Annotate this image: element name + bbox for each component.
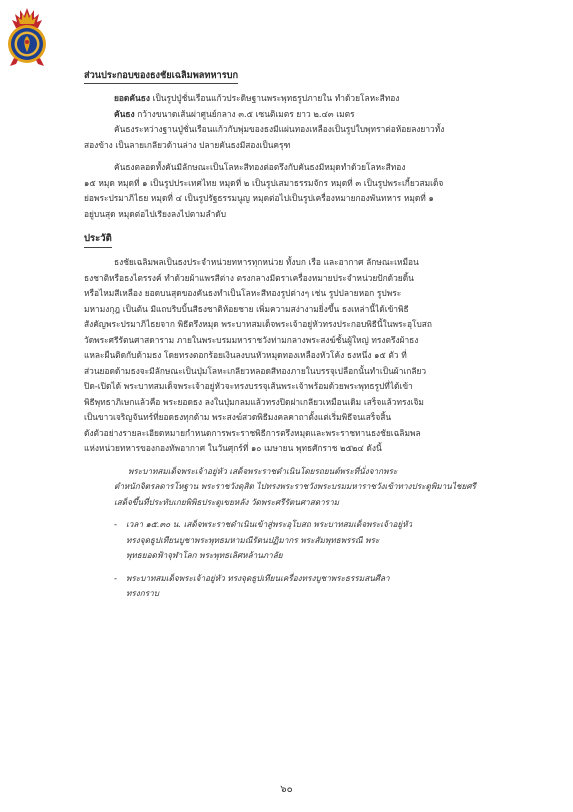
page-number: ๖๐ bbox=[280, 784, 293, 795]
pole-text: กว้างขนาดเส้นผ่าศูนย์กลาง ๓.๕ เซนติเมตร ยาว ๒.๔๓ เมตร bbox=[137, 108, 355, 119]
pole-description bbox=[84, 107, 494, 123]
text-line: แห่งหน่วยทหารของกองทัพอากาศ ในวันศุกร์ที่ ๑๐ เมษายน พุทธศักราช ๒๕๒๔ ดังนี้ bbox=[84, 443, 382, 453]
finial-text: เป็นรูปปู่ชั่นเรือนแก้วประดิษฐานพระพุทธรูปภายใน ทำด้วยโลหะสีทอง bbox=[152, 93, 400, 103]
text-line: อยู่บนสุด หมุดต่อไปเรียงลงไปตามลำดับ bbox=[84, 208, 227, 219]
text-line: สองข้าง เป็นลายเกลียวด้านล่าง ปลายคันธงมีสองเป็นครุฑ bbox=[84, 139, 291, 150]
paragraph-pole-ornament bbox=[84, 122, 494, 153]
paragraph-pole-nails bbox=[84, 160, 494, 222]
bullet-line: ทรงกราบ bbox=[126, 588, 159, 598]
section-title: ส่วนประกอบของธงชัยเฉลิมพลทหารบก bbox=[84, 70, 494, 84]
bullet-item bbox=[114, 517, 494, 564]
bullet-line: พุทธยอดฟ้าจุฬาโลก พระพุทธเลิศหล้านภาลัย bbox=[126, 550, 283, 560]
text-line: เป็นขาวเจริญจันทร์ที่ยอดธงทุกด้าม พระสงฆ์สวดพิธีมงคลคาถาตั้งแต่เริ่มพิธีจนเสร็จสิ้น bbox=[84, 412, 392, 422]
text-line: ธงชาติหรือธงไตรรงค์ ทำด้วยผ้าแพรสีต่าง ตรงกลางมีตราเครื่องหมายประจำหน่วยปักด้วยดิ้น bbox=[84, 272, 414, 283]
text-line: ปิด-เปิดได้ พระบาทสมเด็จพระเจ้าอยู่หัวจะทรงบรรจุเส้นพระเจ้าพร้อมด้วยพระพุทธรูปที่ได้เข้า bbox=[84, 381, 413, 391]
quote-line: พระบาทสมเด็จพระเจ้าอยู่หัว เสด็จพระราชดำเนินโดยรถยนต์พระที่นั่งจากพระ bbox=[128, 465, 398, 476]
text-line: สังคัญพระปรมาภิไธยจาก พิธีตรึงหมุด พระบาทสมเด็จพระเจ้าอยู่หัวทรงประกอบพิธีนี้ในพระอุโบสถ bbox=[84, 319, 432, 329]
paragraph-history bbox=[84, 255, 494, 457]
text-line: ส่วนยอดด้ามธงจะมีลักษณะเป็นปุ่มโลหะเกลียวหลอดสีทองภายในบรรจุเปลือกนั้นทำเป็นผ้าเกลียว bbox=[84, 365, 427, 376]
text-line: คันธงตลอดทั้งคันมีลักษณะเป็นโลหะสีทองต่อตรึงกับคันธงมีหมุดทำด้วยโลหะสีทอง bbox=[114, 162, 406, 172]
text-line: หรือไหมสีเหลือง ยอดบนสุดของคันธงทำเป็นโลหะสีทองรูปต่างๆ เช่น รูปปลายหอก รูปพระ bbox=[84, 288, 402, 298]
quote-royal-procession bbox=[84, 464, 494, 511]
bullet-line: ทรงจุดธูปเทียนบูชาพระพุทธมหามณีรัตนปฏิมากร พระสัมพุทธพรรณี พระ bbox=[126, 534, 380, 545]
text-line: ย่อพระปรมาภิไธย หมุดที่ ๔ เป็นรูปรัฐธรรมนูญ หมุดต่อไปเป็นรูปเครื่องหมายกองพันทหาร หมุดที่ ๑ bbox=[84, 193, 434, 203]
history-heading: ประวัติ bbox=[84, 232, 494, 248]
royal-emblem-logo bbox=[6, 6, 48, 70]
bullet-dash: - bbox=[114, 519, 118, 529]
bullet-dash: - bbox=[114, 572, 118, 583]
finial-label: ยอดคันธง bbox=[114, 93, 150, 103]
document-body bbox=[84, 70, 494, 602]
text-line: แหละผืนติดกับด้ามธง โดยทรงตอกร้อยเงินลงบนหัวหมุดทองเหลืองหัวโค้ง ธงหนึ่ง ๑๕ ตัว ที่ bbox=[84, 350, 407, 360]
quote-line: เสด็จขึ้นที่ประทับเกยพิพิธประตูเขยหลัง วัดพระศรีรัตนศาสดาราม bbox=[114, 496, 340, 507]
text-line: มหามงกุฎ เป็นต้น มีแถบริบบิ้นสีธงชาติห้อยชาย เพิ่มความสง่างามยิ่งขึ้น ธงเหล่านี้ได้เข้าพิธี bbox=[84, 303, 409, 314]
finial-description bbox=[84, 91, 494, 107]
text-line: คันธงระหว่างฐานปู่ชั่นเรือนแก้วกับพุ่มของธงมีแผ่นทองเหลืองเป็นรูปใบพุทราต่อห้อยลงยาวทั้ง bbox=[114, 124, 445, 134]
text-line: วัดพระศรีรัตนศาสดาราม ภายในพระบรมมหาราชวังท่ามกลางพระสงฆ์ชั้นผู้ใหญ่ ทรงตรึงผ้าธง bbox=[84, 334, 419, 345]
text-line: ๑๕ หมุด หมุดที่ ๑ เป็นรูปประเทศไทย หมุดที่ ๒ เป็นรูปเสมาธรรมจักร หมุดที่ ๓ เป็นรูปพระเกี้ยวสมเด็จ bbox=[84, 177, 444, 188]
text-line: พิธีพุทธาภิเษกแล้วคือ พระยอดธง ลงในปุ่มกลมแล้วทรงปิดฝาเกลียวเหมือนเดิม เสร็จแล้วทรงเจิม bbox=[84, 396, 424, 407]
bullet-item bbox=[114, 571, 494, 602]
bullet-line: พระบาทสมเด็จพระเจ้าอยู่หัว ทรงจุดธูปเทียนเครื่องทรงบูชาพระธรรมสนศีลา bbox=[126, 572, 390, 583]
text-line: ดังตัวอย่างรายละเอียดหมายกำหนดการพระราชพิธีการตรึงหมุดและพระราชทานธงชัยเฉลิมพล bbox=[84, 427, 421, 438]
quote-line: ตำหนักจิตรลดารโหฐาน พระราชวังดุสิต ไปทรงพระราชวังพระบรมมหาราชวังเข้าทางประตูพิมานไชยศรี bbox=[114, 481, 476, 491]
pole-label: คันธง bbox=[114, 108, 135, 119]
text-line: ธงชัยเฉลิมพลเป็นธงประจำหน่วยทหารทุกหน่วย ทั้งบก เรือ และอากาศ ลักษณะเหมือน bbox=[114, 257, 419, 267]
bullet-line: เวลา ๑๕.๓๐ น. เสด็จพระราชดำเนินเข้าสู่พระอุโบสถ พระบาทสมเด็จพระเจ้าอยู่หัว bbox=[126, 519, 413, 529]
